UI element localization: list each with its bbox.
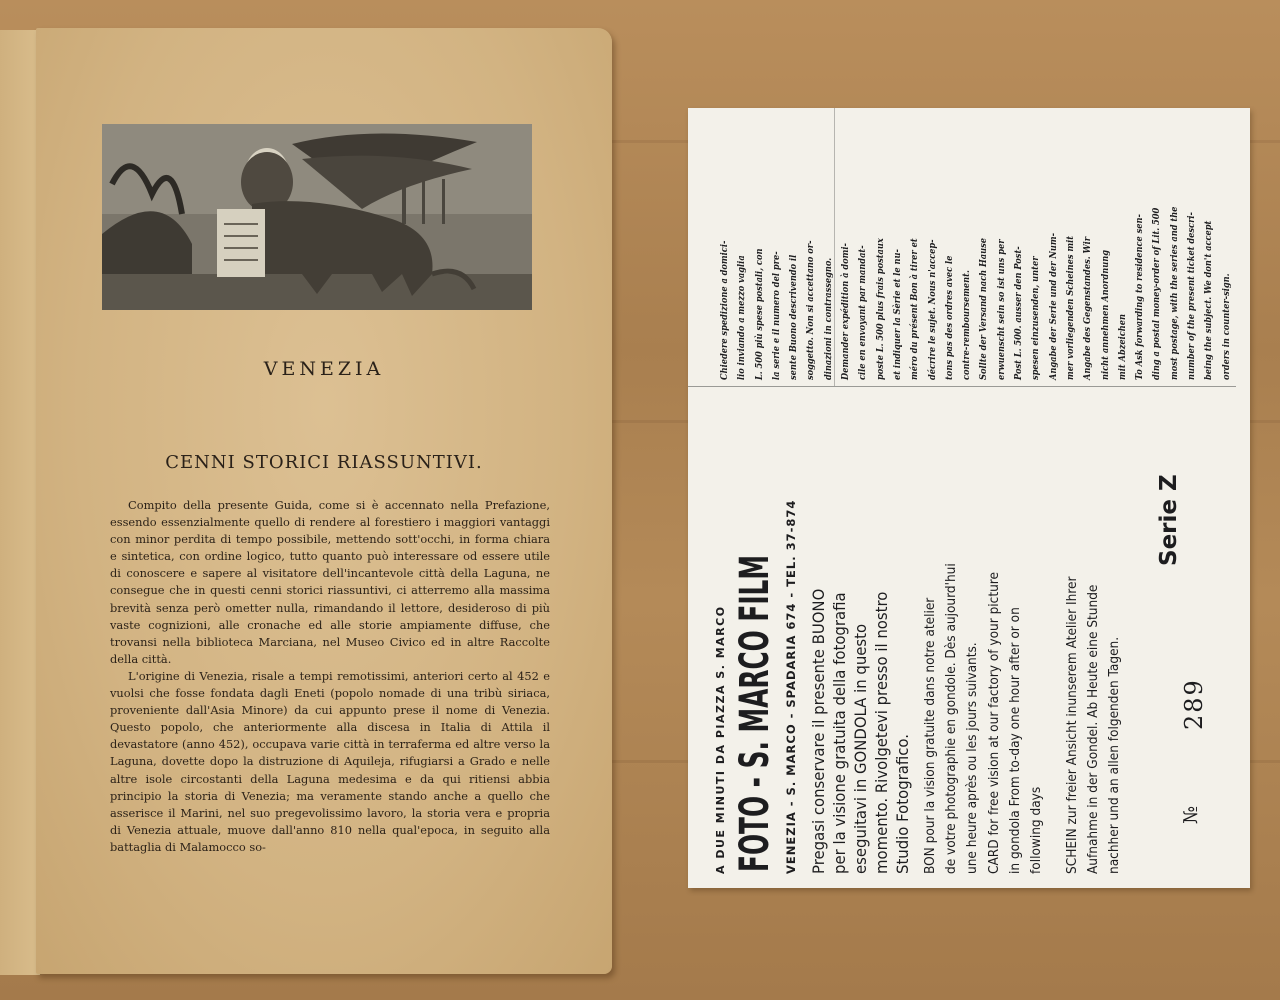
mail-order-line: contre-remboursement. <box>961 270 973 380</box>
italian-line-3: eseguitavi in GONDOLA in questo <box>851 623 870 874</box>
english-line-2: in gondola From to-day one hour after or on <box>1007 607 1023 874</box>
italian-line-4: momento. Rivolgetevi presso il nostro <box>872 591 891 874</box>
mail-order-line: erwuenscht sein so ist uns per <box>995 239 1007 380</box>
mail-order-line: orders in counter-sign. <box>1220 273 1232 380</box>
coupon-top-line: A DUE MINUTI DA PIAZZA S. MARCO <box>714 605 727 874</box>
lion-illustration <box>102 124 532 310</box>
french-line-3: une heure après ou les jours suivants. <box>964 642 980 874</box>
english-line-1: CARD for free vision at our factory of your picture <box>986 571 1002 874</box>
mail-order-line: number of the present ticket descri- <box>1186 212 1198 380</box>
coupon-english-text <box>984 442 1047 874</box>
french-line-2: de votre photographie en gondole. Dès aujourd'hui <box>943 563 959 874</box>
italian-line-5: Studio Fotografico. <box>893 733 912 874</box>
mail-order-line: décrire le sujet. Nous n'accep- <box>926 239 938 380</box>
german-line-2: Aufnahme in der Gondel. Ab Heute eine Stunde <box>1085 584 1101 874</box>
mail-order-line: et indiquer la Sèrie et le nu- <box>891 249 903 380</box>
french-line-1: BON pour la vision gratuite dans notre atelier <box>922 597 938 874</box>
section-heading: CENNI STORICI RIASSUNTIVI. <box>165 452 483 473</box>
history-text <box>110 497 550 856</box>
mail-order-line: soggetto. Non si accettano or- <box>805 240 817 380</box>
coupon-number: 289 <box>1180 678 1208 730</box>
mail-order-line: tons pas des ordres avec le <box>943 255 955 380</box>
mail-order-line: ding a postal money-order of Lit. 500 <box>1151 207 1163 380</box>
paragraph-2: L'origine di Venezia, risale a tempi remotissimi, anteriori certo al 452 e vuolsi che fosse fondata dagli Eneti (popolo nomade di una tribù siriaca, proveniente dall'Asia Minore) da cui appunto prese il nome di Venezia. Questo popolo, che anteriormente alla discesa in Italia di Attila il devastatore (anno 452), occupava varie città in terraferma ed altre verso la Laguna, dovette dopo la distruzione di Aquileja, rifugiarsi a Grado e nelle altre isole circostanti della Laguna medesima e da qui ritiensi abbia principio la storia di Venezia; ma veramente stando anche a quello che asserisce il Marini, nel suo pregevolissimo lavoro, la storia vera e propria di Venezia attuale, muove dall'anno 810 nella qual'epoca, in seguito alla battaglia di Malamocco so- <box>110 668 550 854</box>
german-line-1: SCHEIN zur freier Ansicht inunserem Atelier Ihrer <box>1064 576 1080 874</box>
coupon-italian-text <box>808 428 913 874</box>
venezia-heading: VENEZIA <box>263 358 385 380</box>
coupon-series: Serie Z <box>1156 474 1182 566</box>
italian-line-1: Pregasi conservare il presente BUONO <box>809 588 828 874</box>
coupon-divider-horizontal <box>688 386 1236 387</box>
mail-order-line: lio inviando a mezzo vaglia <box>736 255 748 380</box>
mail-order-line: Sollte der Versand nach Hause <box>978 237 990 380</box>
mail-order-line: L. 500 più spese postali, con <box>753 248 765 380</box>
coupon-french-text <box>920 442 983 874</box>
mail-order-line: Demander expédition à domi- <box>840 243 852 380</box>
coupon-address: VENEZIA - S. MARCO - SPADARIA 674 - TEL. 37-874 <box>784 499 798 874</box>
mail-order-line: sente Buono descrivendo il <box>788 254 800 380</box>
mail-order-line: being the subject. We don't accept <box>1203 220 1215 380</box>
mail-order-line: la serie e il numero del pre- <box>770 251 782 380</box>
coupon-brand: FOTO - S. MARCO FILM <box>732 554 778 872</box>
coupon-german-text <box>1062 442 1125 874</box>
mail-order-line: Angabe der Serie und der Num- <box>1047 232 1059 380</box>
mail-order-line: To Ask forwarding to residence sen- <box>1134 214 1146 380</box>
mail-order-line: most postage, with the series and the <box>1168 206 1180 380</box>
coupon-mail-order-text <box>716 156 1235 380</box>
lion-of-saint-mark-engraving <box>102 124 532 310</box>
mail-order-line: Chiedere spedizione a domici- <box>719 240 730 380</box>
mail-order-line: méro du présent Bon à tirer et <box>909 238 921 380</box>
mail-order-line: dinazioni in contrassegno. <box>822 257 834 380</box>
mail-order-line: mer vorliegenden Scheines mit <box>1064 235 1076 380</box>
mail-order-line: Post L. 500. ausser den Post- <box>1013 246 1025 380</box>
mail-order-line: mit Abzeichen <box>1116 313 1128 380</box>
mail-order-line: nicht annehmen Anordnung <box>1099 249 1111 380</box>
photo-coupon <box>688 108 1250 888</box>
paragraph-1: Compito della presente Guida, come si è accennato nella Prefazione, essendo essenzialmente quello di rendere al forestiero i maggiori vantaggi con minor perdita di tempo possibile, mettendo sott'occhi, in forma chiara e sintetica, con ordine logico, tutto quanto può interessare od essere utile di conoscere e sapere al visitatore dell'incantevole città della Laguna, ne consegue che in questi cenni storici riassuntivi, ci atterremo alla massima brevità senza però ometter nulla, rimandando il lettore, desideroso di più vaste cognizioni, alle cronache ed alle storie ampiamente diffuse, che trovansi nella biblioteca Marciana, nel Museo Civico ed in altre Raccolte della città. <box>110 498 550 666</box>
german-line-3: nachher und an allen folgenden Tagen. <box>1106 636 1122 874</box>
coupon-number-prefix: № <box>1180 806 1202 824</box>
mail-order-line: poste L. 500 plus frais postaux <box>874 238 886 380</box>
italian-line-2: per la visione gratuita della fotografia <box>830 592 849 874</box>
mail-order-line: Angabe des Gegenstandes. Wir <box>1082 236 1094 380</box>
mail-order-line: cile en envoyant par mandat- <box>857 245 869 380</box>
english-line-3: following days <box>1028 786 1044 874</box>
mail-order-line: spesen einzusenden, unter <box>1030 256 1042 380</box>
